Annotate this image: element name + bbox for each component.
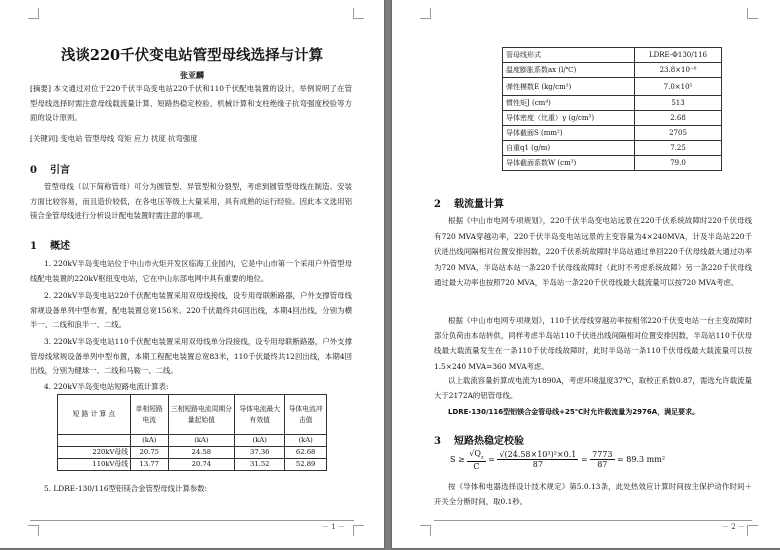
crop-mark — [420, 8, 431, 19]
section-number: 0 — [30, 165, 37, 176]
table-row — [58, 447, 327, 459]
overview-item-4: 4. 220kV半岛变电站短路电流计算表: — [44, 382, 169, 391]
table-cell: 62.68 — [285, 447, 327, 459]
table-row — [503, 63, 722, 78]
short-circuit-table — [57, 394, 327, 471]
formula-denominator: 87 — [597, 460, 608, 470]
page-number: － 1 － — [322, 523, 345, 531]
table-row — [503, 111, 722, 126]
param-name: 自重q1 (g/m) — [503, 141, 635, 156]
page-2 — [392, 0, 780, 548]
intro-paragraph: 管型母线（以下简称管母）可分为圆管型、异管型和分裂型，考虑到圆管型母线在制造、安装方面比较容易，而且造价较低，在各电压等级上大量采用，具有成熟的运行经验。因此本文选用铝镁合金管母线进行分析设计配电装置时需注意的事项。 — [30, 182, 352, 221]
table-header-cell: 导体电流最大有效值 — [235, 395, 285, 435]
param-value: 7.0×10⁵ — [635, 78, 722, 96]
formula-numerator: √(24.58×10³)²×0.1 — [499, 450, 577, 460]
table-cell: 20.75 — [131, 447, 169, 459]
keywords: [关键词] 变电站 管型母线 弯矩 应力 扰度 抗弯强度 — [30, 134, 198, 143]
table-cell — [58, 435, 131, 447]
formula-fraction — [467, 449, 485, 471]
section-heading-1 — [30, 237, 70, 252]
table-row — [503, 78, 722, 96]
formula-result: = 89.3 mm² — [617, 454, 666, 464]
section-number: 1 — [30, 241, 37, 252]
crop-mark — [747, 8, 758, 19]
overview-item-1: 1. 220kV半岛变电站位于中山市火炬开发区临海工业园内，它是中山市第一个采用户外管型母线配电装置的220kV枢纽变电站，它在中山东部电网中具有重要的地位。 — [30, 259, 352, 283]
table-cell: (kA) — [235, 435, 285, 447]
param-name: 导体截面S (mm²) — [503, 126, 635, 141]
abstract: [摘要] 本文通过对位于220千伏半岛变电站220千伏和110千伏配电装置的设计，举例说明了在管型母线选择时需注意母线载流量计算、短路热稳定校验、机械计算和支柱绝缘子抗弯强度校验等方面的设计原则。 — [30, 84, 352, 123]
table-row — [503, 126, 722, 141]
crop-mark — [28, 8, 39, 19]
table-header-cell: 三相短路电流周期分量起始值 — [168, 395, 235, 435]
page-number: － 2 － — [722, 523, 745, 531]
param-value: LDRE-Φ130/116 — [635, 48, 722, 63]
ampacity-conclusion: LDRE-130/116型铝镁合金管母线+25℃时允许载流量为2976A，满足要求。 — [448, 408, 700, 416]
param-name: 导体截面系数W (cm³) — [503, 156, 635, 171]
ampacity-paragraph-2: 根据《中山市电网专项规划》，110千伏母线穿越功率按相邻220千伏变电站一台主变故障时部分负荷由本站转供，同样考虑半岛站110千伏进出线间隔相对位置安排因数，半岛站110千伏母线最大载流量发生在一条110千伏母线故障时，此时半岛站一条110千伏母线最大载流量可以按1.5×240 MVA=360 MVA考虑。 — [434, 316, 752, 371]
param-name: 惯性矩J (cm⁴) — [503, 96, 635, 111]
table-row — [58, 459, 327, 471]
section-number: 2 — [434, 199, 441, 210]
param-name: 管母线形式 — [503, 48, 635, 63]
param-value: 2705 — [635, 126, 722, 141]
table-cell: 110kV母线 — [58, 459, 131, 471]
crop-mark — [353, 8, 364, 19]
table-cell: (kA) — [131, 435, 169, 447]
page-1 — [0, 0, 384, 548]
table-row — [503, 141, 722, 156]
overview-item-3: 3. 220kV半岛变电站110千伏配电装置采用双母线单分段接线，设专用母联断路器，户外支撑管母线常规设备单列中型布置，本期工程配电装置总宽83米，110千伏最终共12回出线，本期4回出线，分别为健球一、二线和马鞍一、二线。 — [30, 337, 352, 376]
formula-equals: = — [488, 454, 495, 464]
page-title: 浅谈220千伏变电站管型母线选择与计算 — [60, 47, 324, 64]
section-number: 3 — [434, 436, 441, 447]
param-value: 79.0 — [635, 156, 722, 171]
table-row — [503, 48, 722, 63]
table-row — [503, 96, 722, 111]
table-header-cell: 短 路 计 算 点 — [58, 395, 131, 435]
author: 张亚麟 — [180, 70, 204, 80]
formula-lhs: S ≥ — [450, 454, 465, 464]
thermal-paragraph: 按《导体和电器选择设计技术规定》第5.0.13条，此处热效应计算时间按主保护动作时间＋开关全分断时间，取0.1秒。 — [434, 482, 752, 506]
param-name: 弹性模数E (kg/cm²) — [503, 78, 635, 96]
crop-mark — [747, 525, 758, 536]
formula-subscript: z — [480, 454, 484, 461]
ampacity-paragraph-1: 根据《中山市电网专项规划》，220千伏半岛变电站远景在220千伏系统故障时220千伏母线有720 MVA穿越功率，220千伏半岛变电站远景的主变容量为4×240MVA，计及半岛站220千伏进出线间隔相对位置安排因数，220千伏系统故障时半岛站通过单回220千伏母线最大通过功率为720 MVA，半岛站本站一条220千伏母线故障时（此时不考虑系统故障）另一条220千伏母线通过最大功率也按照720 MVA，半岛站一条220千伏母线最大载流量可以按720 MVA考虑。 — [434, 216, 752, 287]
param-value: 513 — [635, 96, 722, 111]
table-header-row — [58, 395, 327, 435]
table-cell: (kA) — [168, 435, 235, 447]
table-cell: 20.74 — [168, 459, 235, 471]
section-title: 短路热稳定校验 — [454, 436, 524, 447]
crop-mark — [353, 525, 364, 536]
param-value: 2.68 — [635, 111, 722, 126]
formula-fraction — [590, 450, 614, 469]
table-row — [503, 156, 722, 171]
formula-denominator: 87 — [532, 460, 543, 470]
formula-fraction — [497, 450, 578, 469]
table-cell: (kA) — [285, 435, 327, 447]
section-heading-0 — [30, 161, 70, 176]
ampacity-paragraph-3: 以上载流容量折算成电流为1890A，考虑环境温度37℃，取校正系数0.87，需选允许载流量大于2172A的铝管母线。 — [434, 376, 752, 400]
busbar-parameter-table — [502, 47, 722, 171]
section-heading-3 — [434, 432, 524, 447]
table-header-cell: 导体电流冲击值 — [285, 395, 327, 435]
table-cell: 31.52 — [235, 459, 285, 471]
overview-item-2: 2. 220kV半岛变电站220千伏配电装置采用双母线接线，设专用母联断路器，户外支撑管母线常规设备单列中型布置，配电装置总宽156米。220千伏最终共6回出线，本期4回出线，分别为横半一、二线和浪半一、二线。 — [30, 291, 352, 330]
table-cell: 13.77 — [131, 459, 169, 471]
table-header-cell: 单相短路电流 — [131, 395, 169, 435]
footer-rule — [30, 520, 354, 521]
table-units-row — [58, 435, 327, 447]
thermal-stability-formula — [450, 449, 665, 471]
formula-denominator: C — [473, 461, 480, 471]
table-cell: 52.89 — [285, 459, 327, 471]
param-name: 导体密度（比重）γ (g/cm³) — [503, 111, 635, 126]
formula-equals: = — [580, 454, 588, 464]
param-name: 温度膨胀系数ax (l/℃) — [503, 63, 635, 78]
crop-mark — [28, 525, 39, 536]
section-title: 载流量计算 — [454, 199, 504, 210]
overview-item-5: 5. LDRE-130/116型铝镁合金管型母线计算参数: — [44, 484, 208, 493]
table-cell: 220kV母线 — [58, 447, 131, 459]
formula-numerator: √Q — [469, 449, 481, 458]
param-value: 7.25 — [635, 141, 722, 156]
table-cell: 24.58 — [168, 447, 235, 459]
footer-rule — [434, 520, 752, 521]
formula-numerator: 7773 — [592, 450, 613, 460]
section-title: 引言 — [50, 165, 70, 176]
table-cell: 37.36 — [235, 447, 285, 459]
section-heading-2 — [434, 195, 504, 210]
crop-mark — [420, 525, 431, 536]
param-value: 23.8×10⁻⁶ — [635, 63, 722, 78]
section-title: 概述 — [50, 241, 70, 252]
